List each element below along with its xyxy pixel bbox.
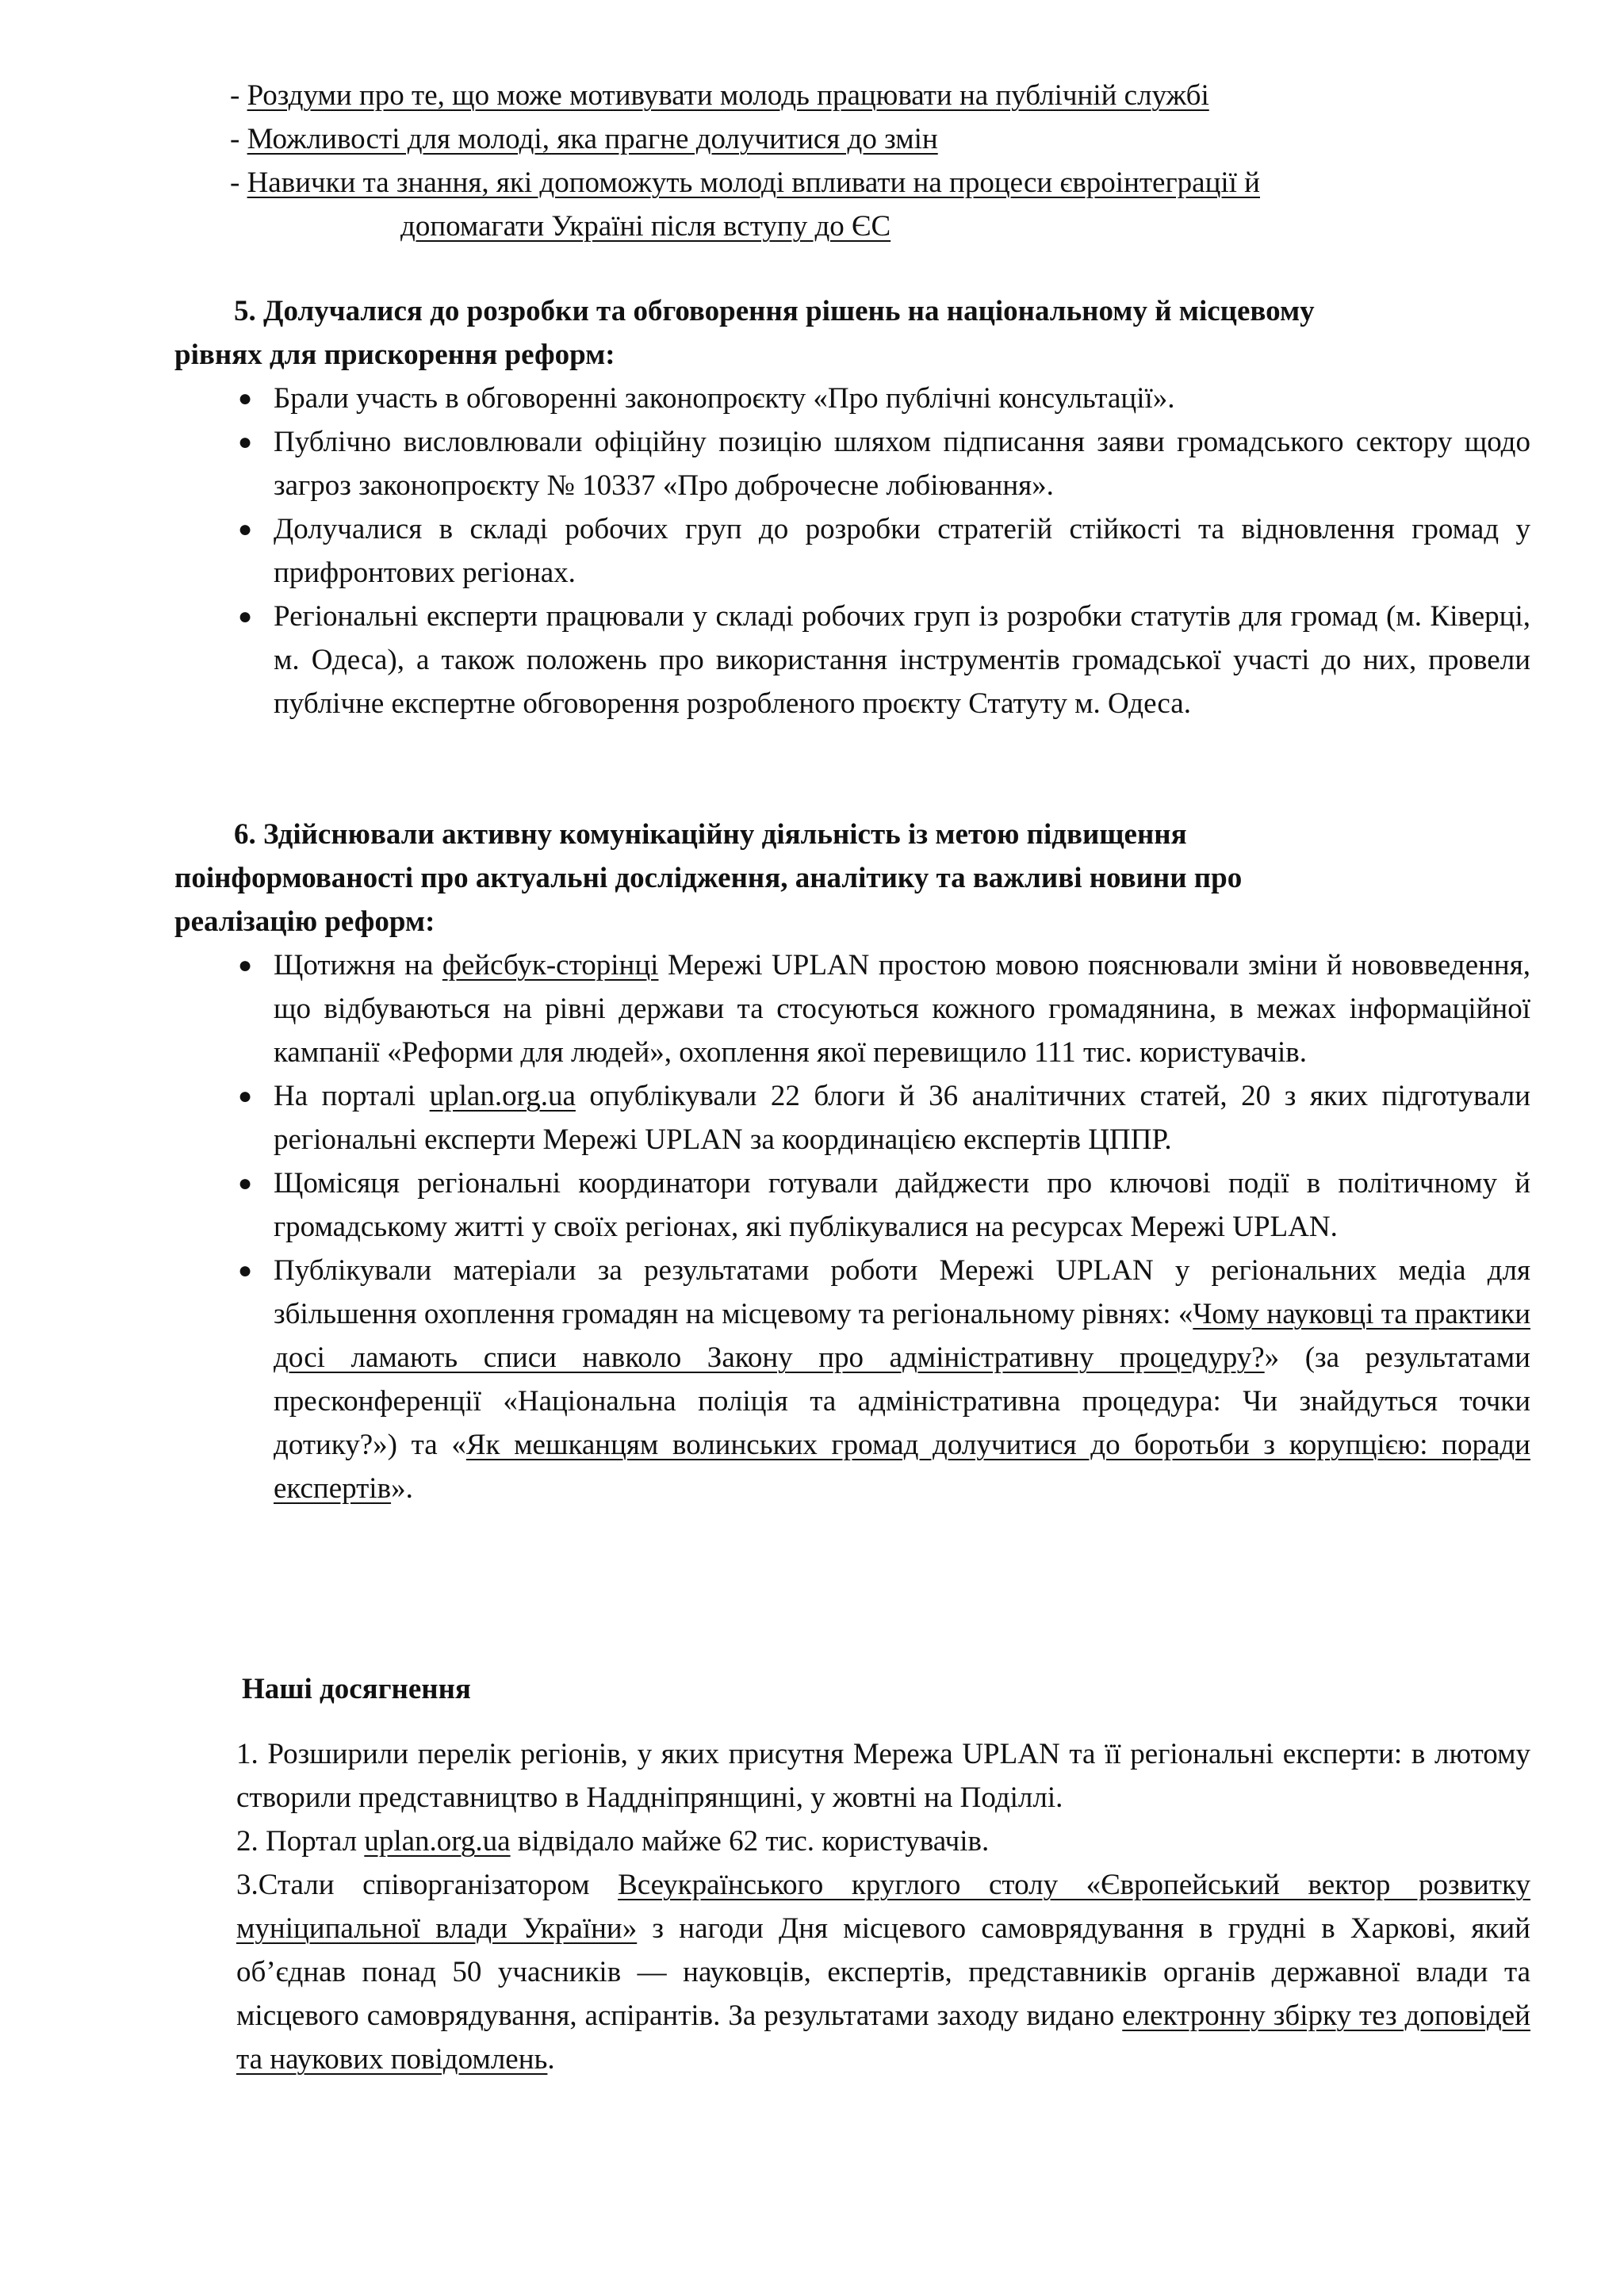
topic-item: - Можливості для молоді, яка прагне долучитися до змін [230, 123, 938, 155]
topic-link[interactable]: допомагати Україні після вступу до ЄС [400, 210, 891, 243]
topic-list [230, 74, 1530, 248]
bullet-icon: ● [238, 952, 253, 978]
list-item: ● Публічно висловлювали офіційну позицію шляхом підписання заяви громадського сектору щодо загроз законопроєкту № 10337 «Про доброчесне лобіювання». [174, 420, 1530, 507]
bullet-icon: ● [238, 516, 253, 542]
article-link[interactable]: Чому науковці та практики досі ламають списи навколо Закону про адміністративну процедуру? [274, 1298, 1530, 1374]
topic-link[interactable]: Можливості для молоді, яка прагне долучитися до змін [247, 123, 938, 155]
section-5-bullets [174, 377, 1530, 725]
facebook-page-link[interactable]: фейсбук-сторінці [442, 949, 659, 982]
abstracts-collection-link[interactable]: електронну збірку тез доповідей та наукових повідомлень [236, 1999, 1530, 2076]
article-link[interactable]: Як мешканцям волинських громад долучитися до боротьби з корупцією: поради експертів [274, 1429, 1530, 1505]
section-5-heading: 5. Долучалися до розробки та обговорення рішень на національному й місцевому рівнях для прискорення реформ: [174, 295, 1315, 371]
list-item: ● На порталі uplan.org.ua опублікували 22 блоги й 36 аналітичних статей, 20 з яких підготували регіональні експерти Мережі UPLAN за координацією експертів ЦППР. [174, 1074, 1530, 1161]
bullet-icon: ● [238, 1257, 253, 1284]
list-item: ● Щомісяця регіональні координатори готували дайджести про ключові події в політичному й громадському житті у своїх регіонах, які публікувалися на ресурсах Мережі UPLAN. [174, 1161, 1530, 1249]
bullet-icon: ● [238, 603, 253, 629]
topic-link[interactable]: Роздуми про те, що може мотивувати молодь працювати на публічній службі [247, 79, 1209, 112]
portal-link[interactable]: uplan.org.ua [364, 1825, 511, 1858]
bullet-icon: ● [238, 429, 253, 455]
topic-item-continuation [230, 205, 1530, 248]
achievement-item: 3.Стали співорганізатором Всеукраїнського круглого столу «Європейський вектор розвитку муніципальної влади України» з нагоди Дня місцевого самоврядування в грудні в Харкові, який об’єднав понад 50 учасників — науковців, експертів, представників органів державної влади та місцевого самоврядування, аспірантів. За результатами заходу видано електронну збірку тез доповідей та наукових повідомлень. [236, 1869, 1530, 2076]
list-item: ● Щотижня на фейсбук-сторінці Мережі UPLAN простою мовою пояснювали зміни й нововведення, що відбуваються на рівні держави та стосуються кожного громадянина, в межах інформаційної кампанії «Реформи для людей», охоплення якої перевищило 111 тис. користувачів. [174, 943, 1530, 1074]
list-item: ● Регіональні експерти працювали у складі робочих груп із розробки статутів для громад (м. Ківерці, м. Одеса), а також положень про використання інструментів громадської участі до них, провели публічне експертне обговорення розробленого проєкту Статуту м. Одеса. [174, 595, 1530, 725]
bullet-icon: ● [238, 385, 253, 411]
topic-item: - Роздуми про те, що може мотивувати молодь працювати на публічній службі [230, 79, 1209, 112]
bullet-icon: ● [238, 1083, 253, 1109]
list-item: ● Публікували матеріали за результатами роботи Мережі UPLAN у регіональних медіа для збільшення охоплення громадян на місцевому та регіональному рівнях: «Чому науковці та практики досі ламають списи навколо Закону про адміністративну процедуру?» (за результатами пресконференції «Національна поліція та адміністративна процедура: Чи знайдуться точки дотику?») та «Як мешканцям волинських громад долучитися до боротьби з корупцією: поради експертів». [174, 1249, 1530, 1510]
achievement-item: 2. Портал uplan.org.ua відвідало майже 62 тис. користувачів. [236, 1825, 990, 1858]
topic-item: - Навички та знання, які допоможуть молоді впливати на процеси євроінтеграції й [230, 166, 1260, 199]
topic-link[interactable]: Навички та знання, які допоможуть молоді впливати на процеси євроінтеграції й [247, 166, 1260, 199]
list-item: ● Долучалися в складі робочих груп до розробки стратегій стійкості та відновлення громад у прифронтових регіонах. [174, 507, 1530, 595]
bullet-icon: ● [238, 1170, 253, 1196]
section-6-bullets [174, 943, 1530, 1510]
section-6-heading: 6. Здійснювали активну комунікаційну діяльність із метою підвищення поінформованості про актуальні дослідження, аналітику та важливі новини про реалізацію реформ: [174, 818, 1243, 938]
portal-link[interactable]: uplan.org.ua [429, 1080, 576, 1112]
achievement-item: 1. Розширили перелік регіонів, у яких присутня Мережа UPLAN та її регіональні експерти: в лютому створили представництво в Наддніпрянщині, у жовтні на Поділлі. [236, 1738, 1530, 1814]
list-item: ● Брали участь в обговоренні законопроєкту «Про публічні консультації». [174, 377, 1530, 420]
achievements-title: Наші досягнення [242, 1673, 471, 1705]
round-table-link[interactable]: Всеукраїнського круглого столу «Європейський вектор розвитку муніципальної влади України» [236, 1869, 1530, 1945]
